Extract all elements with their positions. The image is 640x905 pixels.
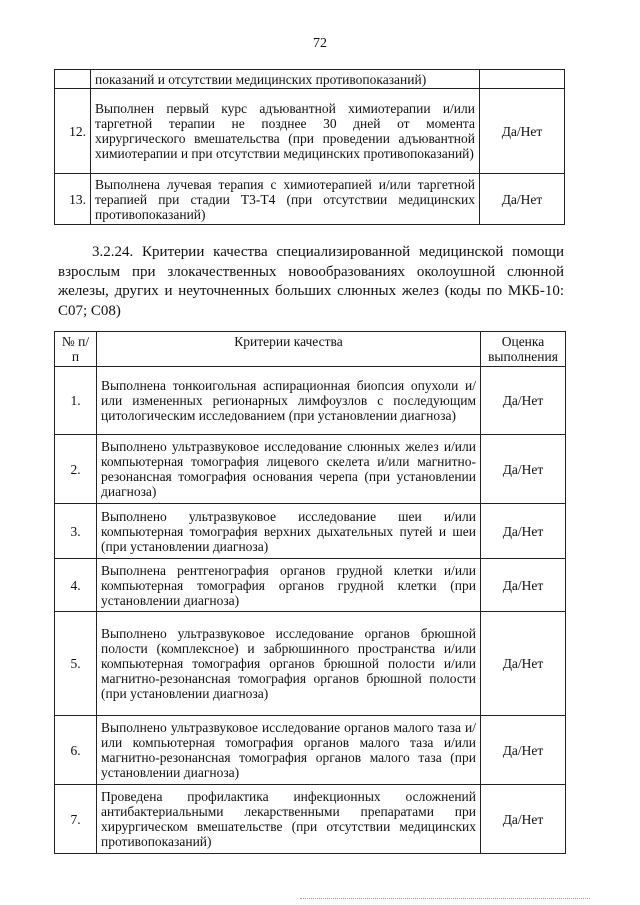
criterion-text: Выполнено ультразвуковое исследование органов брюшной полости (комплексное) и забрюшинного пространства и/или компьютерная томография органов брюшной полости и/или магнитно-резонансная томография органов брюшной полости (при установлении диагноза): [97, 612, 481, 716]
header-criteria: Критерии качества: [97, 332, 481, 367]
row-number: 5.: [55, 612, 97, 716]
row-number: 6.: [55, 716, 97, 785]
row-number: 2.: [55, 435, 97, 504]
table-row: [55, 435, 566, 504]
row-number: 7.: [55, 785, 97, 854]
table-row: [55, 559, 566, 612]
table-row: [55, 367, 566, 435]
criterion-mark: Да/Нет: [481, 367, 566, 435]
row-number: 4.: [55, 559, 97, 612]
criterion-text: Выполнено ультразвуковое исследование органов малого таза и/или компьютерная томография органов малого таза и/или магнитно-резонансная томография органов малого таза (при установлении диагноза): [97, 716, 481, 785]
criteria-table: [54, 331, 566, 854]
table-row: [55, 89, 565, 174]
table-row: [55, 612, 566, 716]
header-num: № п/п: [55, 332, 97, 367]
criterion-mark: Да/Нет: [481, 435, 566, 504]
section-heading-3-2-24: 3.2.24. Критерии качества специализированной медицинской помощи взрослым при злокачественных новообразованиях околоушной слюнной железы, других и неуточненных больших слюнных желез (коды по МКБ-10: С07; С08): [58, 244, 564, 319]
table-row: [55, 716, 566, 785]
row-number: 3.: [55, 504, 97, 559]
criteria-table-continued: [54, 69, 565, 225]
criterion-mark: Да/Нет: [481, 612, 566, 716]
table-row: [55, 785, 566, 854]
criterion-text: Выполнен первый курс адъювантной химиотерапии и/или таргетной терапии не позднее 30 дней от момента хирургического вмешательства (при проведении адъювантной химиотерапии и при отсутствии медицинских противопоказаний): [91, 89, 480, 174]
criterion-mark: [480, 70, 565, 89]
footer-divider: [300, 898, 590, 899]
criterion-text: Выполнена тонкоигольная аспирационная биопсия опухоли и/или измененных регионарных лимфоузлов с последующим цитологическим исследованием (при установлении диагноза): [97, 367, 481, 435]
criterion-mark: Да/Нет: [481, 785, 566, 854]
criterion-mark: Да/Нет: [481, 504, 566, 559]
row-number: 13.: [55, 174, 91, 225]
criterion-text: Проведена профилактика инфекционных осложнений антибактериальными лекарственными препаратами при хирургическом вмешательстве (при отсутствии медицинских противопоказаний): [97, 785, 481, 854]
table-row: [55, 504, 566, 559]
table-header-row: [55, 332, 566, 367]
criterion-text: Выполнено ультразвуковое исследование шеи и/или компьютерная томография верхних дыхательных путей и шеи (при установлении диагноза): [97, 504, 481, 559]
criterion-mark: Да/Нет: [481, 716, 566, 785]
row-number: [55, 70, 91, 89]
criterion-text: Выполнено ультразвуковое исследование слюнных желез и/или компьютерная томография лицевого скелета и/или магнитно-резонансная томография основания черепа (при установлении диагноза): [97, 435, 481, 504]
table-row: [55, 174, 565, 225]
row-number: 12.: [55, 89, 91, 174]
row-number: 1.: [55, 367, 97, 435]
criterion-mark: Да/Нет: [480, 174, 565, 225]
header-mark: Оценка выполнения: [481, 332, 566, 367]
criterion-text: Выполнена рентгенография органов грудной клетки и/или компьютерная томография органов грудной клетки (при установлении диагноза): [97, 559, 481, 612]
criterion-mark: Да/Нет: [481, 559, 566, 612]
criterion-text: Выполнена лучевая терапия с химиотерапией и/или таргетной терапией при стадии Т3-Т4 (при отсутствии медицинских противопоказаний): [91, 174, 480, 225]
criterion-text: показаний и отсутствии медицинских противопоказаний): [91, 70, 480, 89]
criterion-mark: Да/Нет: [480, 89, 565, 174]
page-number: 72: [313, 36, 327, 51]
table-row: [55, 70, 565, 89]
